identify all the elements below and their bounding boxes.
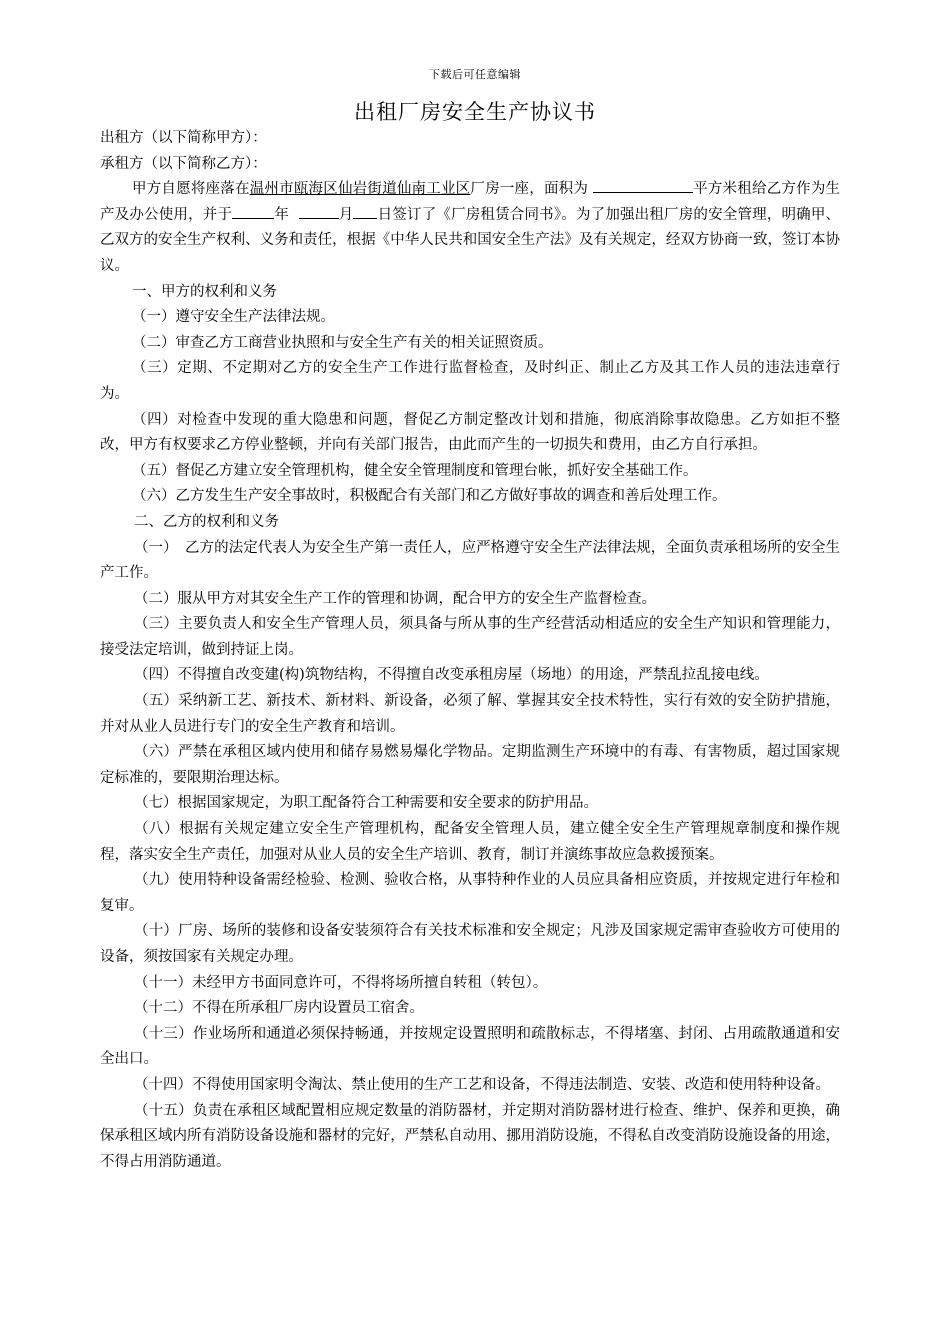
section2-item: （十一）未经甲方书面同意许可，不得将场所擅自转租（转包）。 (134, 974, 548, 991)
section2-item: （七）根据国家规定，为职工配备符合工种需要和安全要求的防护用品。 (134, 795, 598, 812)
section2-item: （十五）负责在承租区域配置相应规定数量的消防器材，并定期对消防器材进行检查、维护、保养和更换，确保承租区域内所有消防设备设施和器材的完好，严禁私自动用、挪用消防设施，不得私自改变消防设施设备的用途，不得占用消防通道。 (100, 1102, 840, 1170)
year-label: 年 (274, 206, 290, 223)
section2-item: （九）使用特种设备需经检验、检测、验收合格，从事特种作业的人员应具备相应资质，并按规定进行年检和复审。 (100, 872, 840, 914)
section1-item: （二）审查乙方工商营业执照和与安全生产有关的相关证照资质。 (132, 334, 553, 351)
party-a-line: 出租方（以下简称甲方）： (100, 130, 267, 146)
section1-heading: 一、甲方的权利和义务 (132, 283, 277, 300)
intro-paragraph (100, 177, 840, 279)
intro-text-4: 日签订了《厂房租赁合同书》。为了加强出租厂房的安全管理，明确甲、乙双方的安全生产权利、义务和责任，根据《中华人民共和国安全生产法》及有关规定，经双方协商一致，签订本协议。 (100, 206, 841, 274)
section2-item: （一） 乙方的法定代表人为安全生产第一责任人，应严格遵守安全生产法律法规，全面负责承租场所的安全生产工作。 (100, 539, 840, 582)
section2-item: （五）采纳新工艺、新技术、新材料、新设备，必须了解、掌握其安全技术特性，实行有效的安全防护措施，并对从业人员进行专门的安全生产教育和培训。 (100, 693, 840, 735)
section1-item: （四）对检查中发现的重大隐患和问题，督促乙方制定整改计划和措施，彻底消除事故隐患。乙方如拒不整改，甲方有权要求乙方停业整顿，并向有关部门报告，由此而产生的一切损失和费用，由乙方自行承担。 (100, 411, 840, 454)
area-blank (593, 178, 693, 193)
document-body (100, 126, 840, 1175)
section2-heading: 二、乙方的权利和义务 (134, 513, 279, 530)
section1-item: （一）遵守安全生产法律法规。 (132, 309, 335, 326)
section2-item: （六）严禁在承租区域内使用和储存易燃易爆化学物品。定期监测生产环境中的有毒、有害物质，超过国家规定标准的，要限期治理达标。 (100, 744, 840, 786)
document-title: 出租厂房安全生产协议书 (354, 100, 596, 124)
intro-text-1: 甲方自愿将座落在 (132, 181, 250, 198)
section2-item: （八）根据有关规定建立安全生产管理机构，配备安全管理人员，建立健全安全生产管理规章制度和操作规程，落实安全生产责任，加强对从业人员的安全生产培训、教育，制订并演练事故应急救援预案。 (100, 821, 840, 863)
factory-location: 温州市瓯海区仙岩街道仙南工业区 (249, 181, 471, 198)
section1-item: （五）督促乙方建立安全管理机构，健全安全管理制度和管理台帐，抓好安全基础工作。 (132, 462, 698, 479)
section2-item: （二）服从甲方对其安全生产工作的管理和协调，配合甲方的安全生产监督检查。 (134, 590, 656, 607)
section1-item: （三）定期、不定期对乙方的安全生产工作进行监督检查，及时纠正、制止乙方及其工作人员的违法违章行为。 (100, 360, 840, 402)
header-note: 下载后可任意编辑 (429, 68, 521, 81)
section2-item: （十三）作业场所和通道必须保持畅通，并按规定设置照明和疏散标志，不得堵塞、封闭、占用疏散通道和安全出口。 (100, 1025, 840, 1068)
year-blank (232, 204, 274, 219)
day-blank (353, 204, 377, 219)
party-b-line: 承租方（以下简称乙方）： (100, 155, 267, 172)
section2-item: （四）不得擅自改变建(构)筑物结构，不得擅自改变承租房屋（场地）的用途，严禁乱拉乱接电线。 (134, 667, 769, 684)
section1-item: （六）乙方发生生产安全事故时，积极配合有关部门和乙方做好事故的调查和善后处理工作。 (132, 488, 727, 505)
section2-item: （十二）不得在所承租厂房内设置员工宿舍。 (134, 1000, 424, 1017)
intro-text-2: 厂房一座，面积为 (470, 181, 589, 198)
section2-item: （十）厂房、场所的装修和设备安装须符合有关技术标准和安全规定；凡涉及国家规定需审查验收方可使用的设备，须按国家有关规定办理。 (100, 923, 840, 965)
intro-text-3: 平方米租给乙方作为生产及办公使用，并于 (100, 181, 841, 223)
month-label: 月 (338, 206, 354, 223)
section2-item: （十四）不得使用国家明令淘汰、禁止使用的生产工艺和设备，不得违法制造、安装、改造和使用特种设备。 (134, 1076, 830, 1093)
section2-item: （三）主要负责人和安全生产管理人员，须具备与所从事的生产经营活动相适应的安全生产知识和管理能力，接受法定培训，做到持证上岗。 (100, 616, 840, 658)
month-blank (299, 204, 339, 219)
